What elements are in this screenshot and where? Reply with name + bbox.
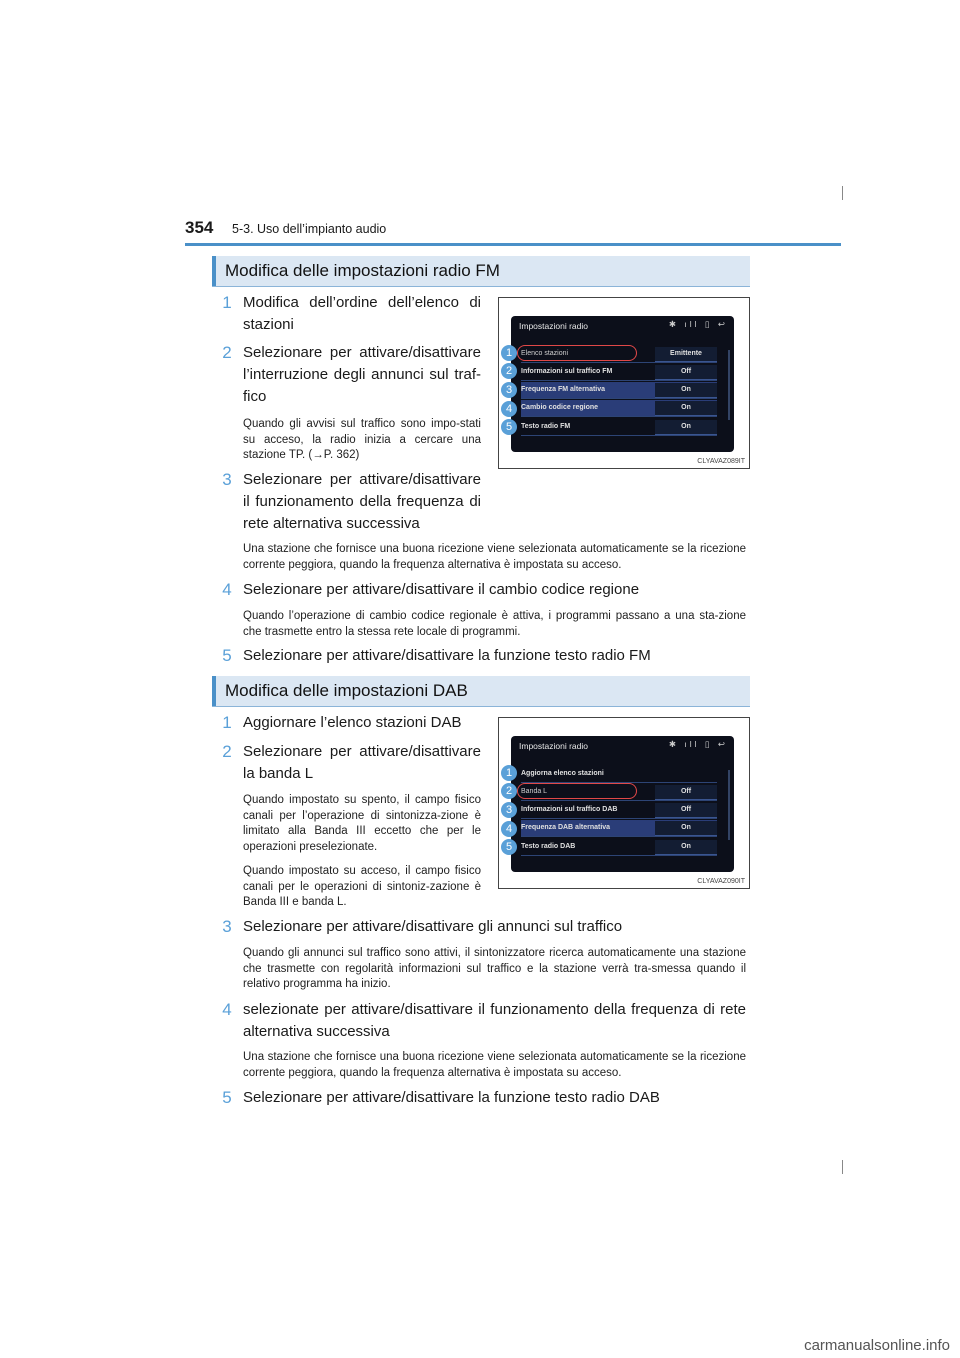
fm-item-4-note: Quando l’operazione di cambio codice regionale è attiva, i programmi passano a una sta-zione che trasmette entro la stessa rete locale di programmi.: [243, 610, 746, 638]
fm-item-2-note: Quando gli avvisi sul traffico sono impo-stati su acceso, la radio inizia a cercare una stazione TP. (→P. 362): [243, 418, 481, 461]
dab-item-3-text: Selezionare per attivare/disattivare gli annunci sul traffico: [243, 918, 623, 935]
watermark-site: carmanualsonline.info: [804, 1337, 950, 1354]
highlight-ring: [517, 345, 637, 361]
dab-item-3-note: Quando gli annunci sul traffico sono attivi, il sintonizzatore ricerca automaticamente una stazione che trasmette con regolarità informazioni sul traffico e la stazione verrà tra-smessa quando il relativo programma ha inizio.: [243, 947, 746, 990]
callout-1: 1: [501, 765, 517, 781]
display-screen: [511, 316, 734, 452]
heading-underline: [212, 706, 750, 707]
screen-row: Informazioni sul traffico DAB Off: [521, 802, 717, 819]
crop-mark: [842, 186, 843, 200]
screen-row: Aggiorna elenco stazioni: [521, 766, 717, 783]
dab-settings-screenshot: [498, 717, 750, 889]
screen-row: Frequenza DAB alternativa On: [521, 820, 717, 837]
screen-row: Informazioni sul traffico FM Off: [521, 364, 717, 381]
item-number: 4: [222, 1000, 232, 1019]
fm-item-3-text: Selezionare per attivare/disattivare il funzionamento della frequenza di rete alternativa successiva: [243, 471, 481, 532]
dab-item-1-text: Aggiornare l’elenco stazioni DAB: [243, 714, 462, 731]
item-number: 5: [222, 1088, 232, 1107]
scrollbar: [728, 350, 730, 420]
callout-2: 2: [501, 783, 517, 799]
header-rule: [185, 243, 841, 246]
callout-2: 2: [501, 363, 517, 379]
callout-3: 3: [501, 382, 517, 398]
screen-row: Testo radio FM On: [521, 419, 717, 436]
scrollbar: [728, 770, 730, 840]
callout-5: 5: [501, 419, 517, 435]
item-number: 4: [222, 580, 232, 599]
fm-item-1-text: Modifica dell’ordine dell’elenco di stazioni: [243, 294, 481, 333]
section-breadcrumb: 5-3. Uso dell’impianto audio: [232, 222, 387, 236]
callout-3: 3: [501, 802, 517, 818]
dab-item-2-text: Selezionare per attivare/disattivare la banda L: [243, 743, 481, 782]
item-number: 2: [222, 343, 232, 362]
callout-1: 1: [501, 345, 517, 361]
status-icons: ✱ ıll ▯ ↩: [668, 739, 728, 749]
item-number: 1: [222, 713, 232, 732]
screen-title: Impostazioni radio: [519, 321, 588, 331]
fm-section-heading: Modifica delle impostazioni radio FM: [212, 256, 750, 286]
fm-item-4-text: Selezionare per attivare/disattivare il cambio codice regione: [243, 581, 640, 598]
highlight-ring: [517, 783, 637, 799]
item-number: 5: [222, 646, 232, 665]
screen-row: Cambio codice regione On: [521, 400, 717, 417]
image-code: CLYAVAZ089IT: [697, 458, 745, 465]
fm-item-5-text: Selezionare per attivare/disattivare la funzione testo radio FM: [243, 647, 651, 664]
heading-underline: [212, 286, 750, 287]
callout-4: 4: [501, 401, 517, 417]
screen-row: Elenco stazioni Emittente: [521, 346, 717, 363]
screen-row: Banda L Off: [521, 784, 717, 801]
item-number: 3: [222, 470, 232, 489]
item-number: 2: [222, 742, 232, 761]
dab-item-5-text: Selezionare per attivare/disattivare la funzione testo radio DAB: [243, 1089, 660, 1106]
status-icons: ✱ ıll ▯ ↩: [668, 319, 728, 329]
screen-row: Frequenza FM alternativa On: [521, 382, 717, 399]
fm-item-3-note: Una stazione che fornisce una buona ricezione viene selezionata automaticamente se la ricezione corrente peggiora, quando la frequenza alternativa è impostata su acceso.: [243, 543, 746, 571]
screen-row: Testo radio DAB On: [521, 839, 717, 856]
dab-item-2-note-2: Quando impostato su acceso, il campo fisico canali per le operazioni di sintoniz-zazione è Banda III e banda L.: [243, 865, 481, 908]
display-screen: [511, 736, 734, 872]
callout-5: 5: [501, 839, 517, 855]
item-number: 1: [222, 293, 232, 312]
fm-settings-screenshot: [498, 297, 750, 469]
callout-4: 4: [501, 821, 517, 837]
dab-item-4-text: selezionate per attivare/disattivare il funzionamento della frequenza di rete alternativa successiva: [243, 1001, 746, 1040]
crop-mark: [842, 1160, 843, 1174]
fm-item-2-text: Selezionare per attivare/disattivare l’interruzione degli annunci sul traf-fico: [243, 344, 481, 405]
screen-title: Impostazioni radio: [519, 741, 588, 751]
image-code: CLYAVAZ090IT: [697, 878, 745, 885]
dab-section-heading: Modifica delle impostazioni DAB: [212, 676, 750, 706]
dab-item-2-note: Quando impostato su spento, il campo fisico canali per l’operazione di sintonizza-zione è limitato alla Banda III eccetto che per le operazioni preselezionate.: [243, 794, 481, 853]
page-number: 354: [185, 218, 214, 237]
item-number: 3: [222, 917, 232, 936]
dab-item-4-note: Una stazione che fornisce una buona ricezione viene selezionata automaticamente se la ricezione corrente peggiora, quando la frequenza alternativa è impostata su acceso.: [243, 1051, 746, 1079]
